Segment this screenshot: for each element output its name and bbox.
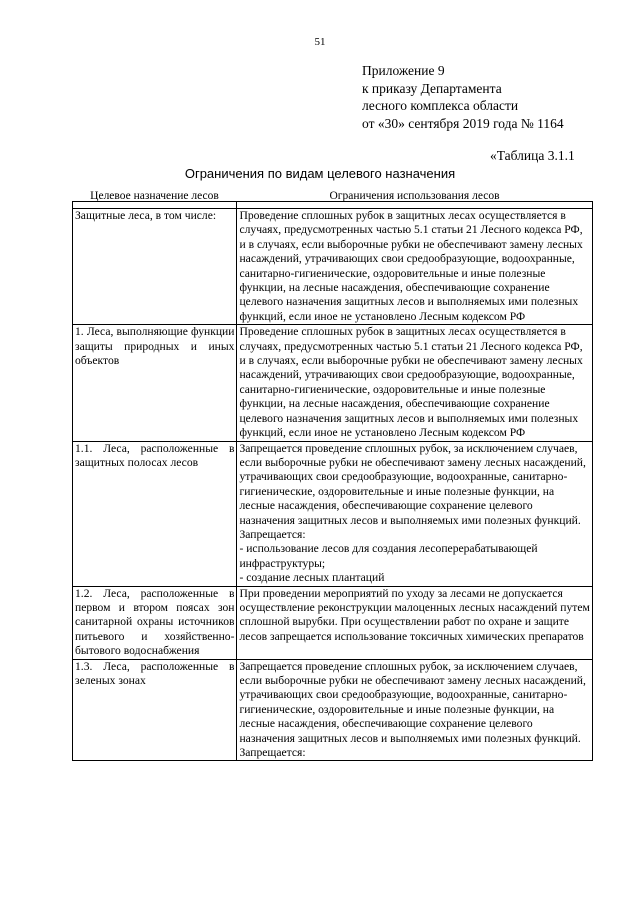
purpose-cell: Защитные леса, в том числе: bbox=[73, 209, 237, 325]
table-header-spacer-row bbox=[73, 202, 593, 209]
appendix-line: лесного комплекса области bbox=[362, 98, 519, 113]
table-row bbox=[73, 325, 593, 441]
restriction-cell: При проведении мероприятий по уходу за лесами не допускается осуществление реконструкции малоценных лесных насаждений путем сплошной вырубки. При осуществлении работ по охране и защите лесов запрещается использование токсичных химических препаратов bbox=[237, 586, 593, 659]
restriction-text: - использование лесов для создания лесоперерабатывающей инфраструктуры; bbox=[239, 542, 538, 570]
column-header-purpose: Целевое назначение лесов bbox=[90, 190, 219, 202]
restriction-cell bbox=[237, 659, 593, 761]
restriction-text: Запрещается: bbox=[239, 527, 306, 541]
restriction-text: - создание лесных плантаций bbox=[239, 571, 385, 585]
restriction-cell: Проведение сплошных рубок в защитных лесах осуществляется в случаях, предусмотренных частью 5.1 статьи 21 Лесного кодекса РФ, и в случаях, если выборочные рубки не обеспечивают замену лесных насаждений, утрачивающих свои средообразующие, водоохранные, санитарно-гигиенические, оздоровительные и иные полезные функции, на лесные насаждения, обеспечивающие сохранение целевого назначения защитных лесов и выполняемых ими полезных функций, если иное не установлено Лесным кодексом РФ bbox=[237, 209, 593, 325]
appendix-line: от «30» сентября 2019 года № 1164 bbox=[362, 115, 564, 131]
restriction-text: Запрещается проведение сплошных рубок, за исключением случаев, если выборочные рубки не обеспечивают замену лесных насаждений, утрачивающих свои средообразующие, водоохранные, санитарно-гигиенические, оздоровительные и иные полезные функции, на лесные насаждения, обеспечивающие сохранение целевого назначения защитных лесов и выполняемых ими полезных функций. bbox=[239, 659, 586, 745]
column-header-restrictions: Ограничения использования лесов bbox=[329, 190, 500, 202]
table-row bbox=[73, 209, 593, 325]
purpose-cell: 1. Леса, выполняющие функции защиты природных и иных объектов bbox=[73, 325, 237, 441]
restriction-cell bbox=[237, 441, 593, 586]
appendix-header bbox=[362, 62, 564, 132]
purpose-cell: 1.3. Леса, расположенные в зеленых зонах bbox=[73, 659, 237, 761]
table-title: Ограничения по видам целевого назначения bbox=[184, 166, 456, 181]
table-row bbox=[73, 659, 593, 761]
table-row bbox=[73, 586, 593, 659]
restriction-text: Запрещается: bbox=[239, 746, 306, 760]
table-row bbox=[73, 441, 593, 586]
restrictions-table bbox=[72, 201, 593, 761]
table-label: «Таблица 3.1.1 bbox=[490, 148, 575, 163]
page-number: 51 bbox=[314, 36, 326, 48]
appendix-line: Приложение 9 bbox=[362, 63, 445, 78]
appendix-line: к приказу Департамента bbox=[362, 80, 502, 96]
restriction-text: Запрещается проведение сплошных рубок, за исключением случаев, если выборочные рубки не обеспечивают замену лесных насаждений, утрачивающих свои средообразующие, водоохранные, санитарно-гигиенические, оздоровительные и иные полезные функции, на лесные насаждения, обеспечивающие сохранение целевого назначения защитных лесов и выполняемых ими полезных функций. bbox=[239, 441, 586, 527]
purpose-cell: 1.1. Леса, расположенные в защитных полосах лесов bbox=[73, 441, 237, 586]
restriction-cell: Проведение сплошных рубок в защитных лесах осуществляется в случаях, предусмотренных частью 5.1 статьи 21 Лесного кодекса РФ, и в случаях, если выборочные рубки не обеспечивают замену лесных насаждений, утрачивающих свои средообразующие, водоохранные, санитарно-гигиенические, оздоровительные и иные полезные функции, на лесные насаждения, обеспечивающие сохранение целевого назначения защитных лесов и выполняемых ими полезных функций, если иное не установлено Лесным кодексом РФ bbox=[237, 325, 593, 441]
purpose-cell: 1.2. Леса, расположенные в первом и втором поясах зон санитарной охраны источников питьевого и хозяйственно-бытового водоснабжения bbox=[73, 586, 237, 659]
